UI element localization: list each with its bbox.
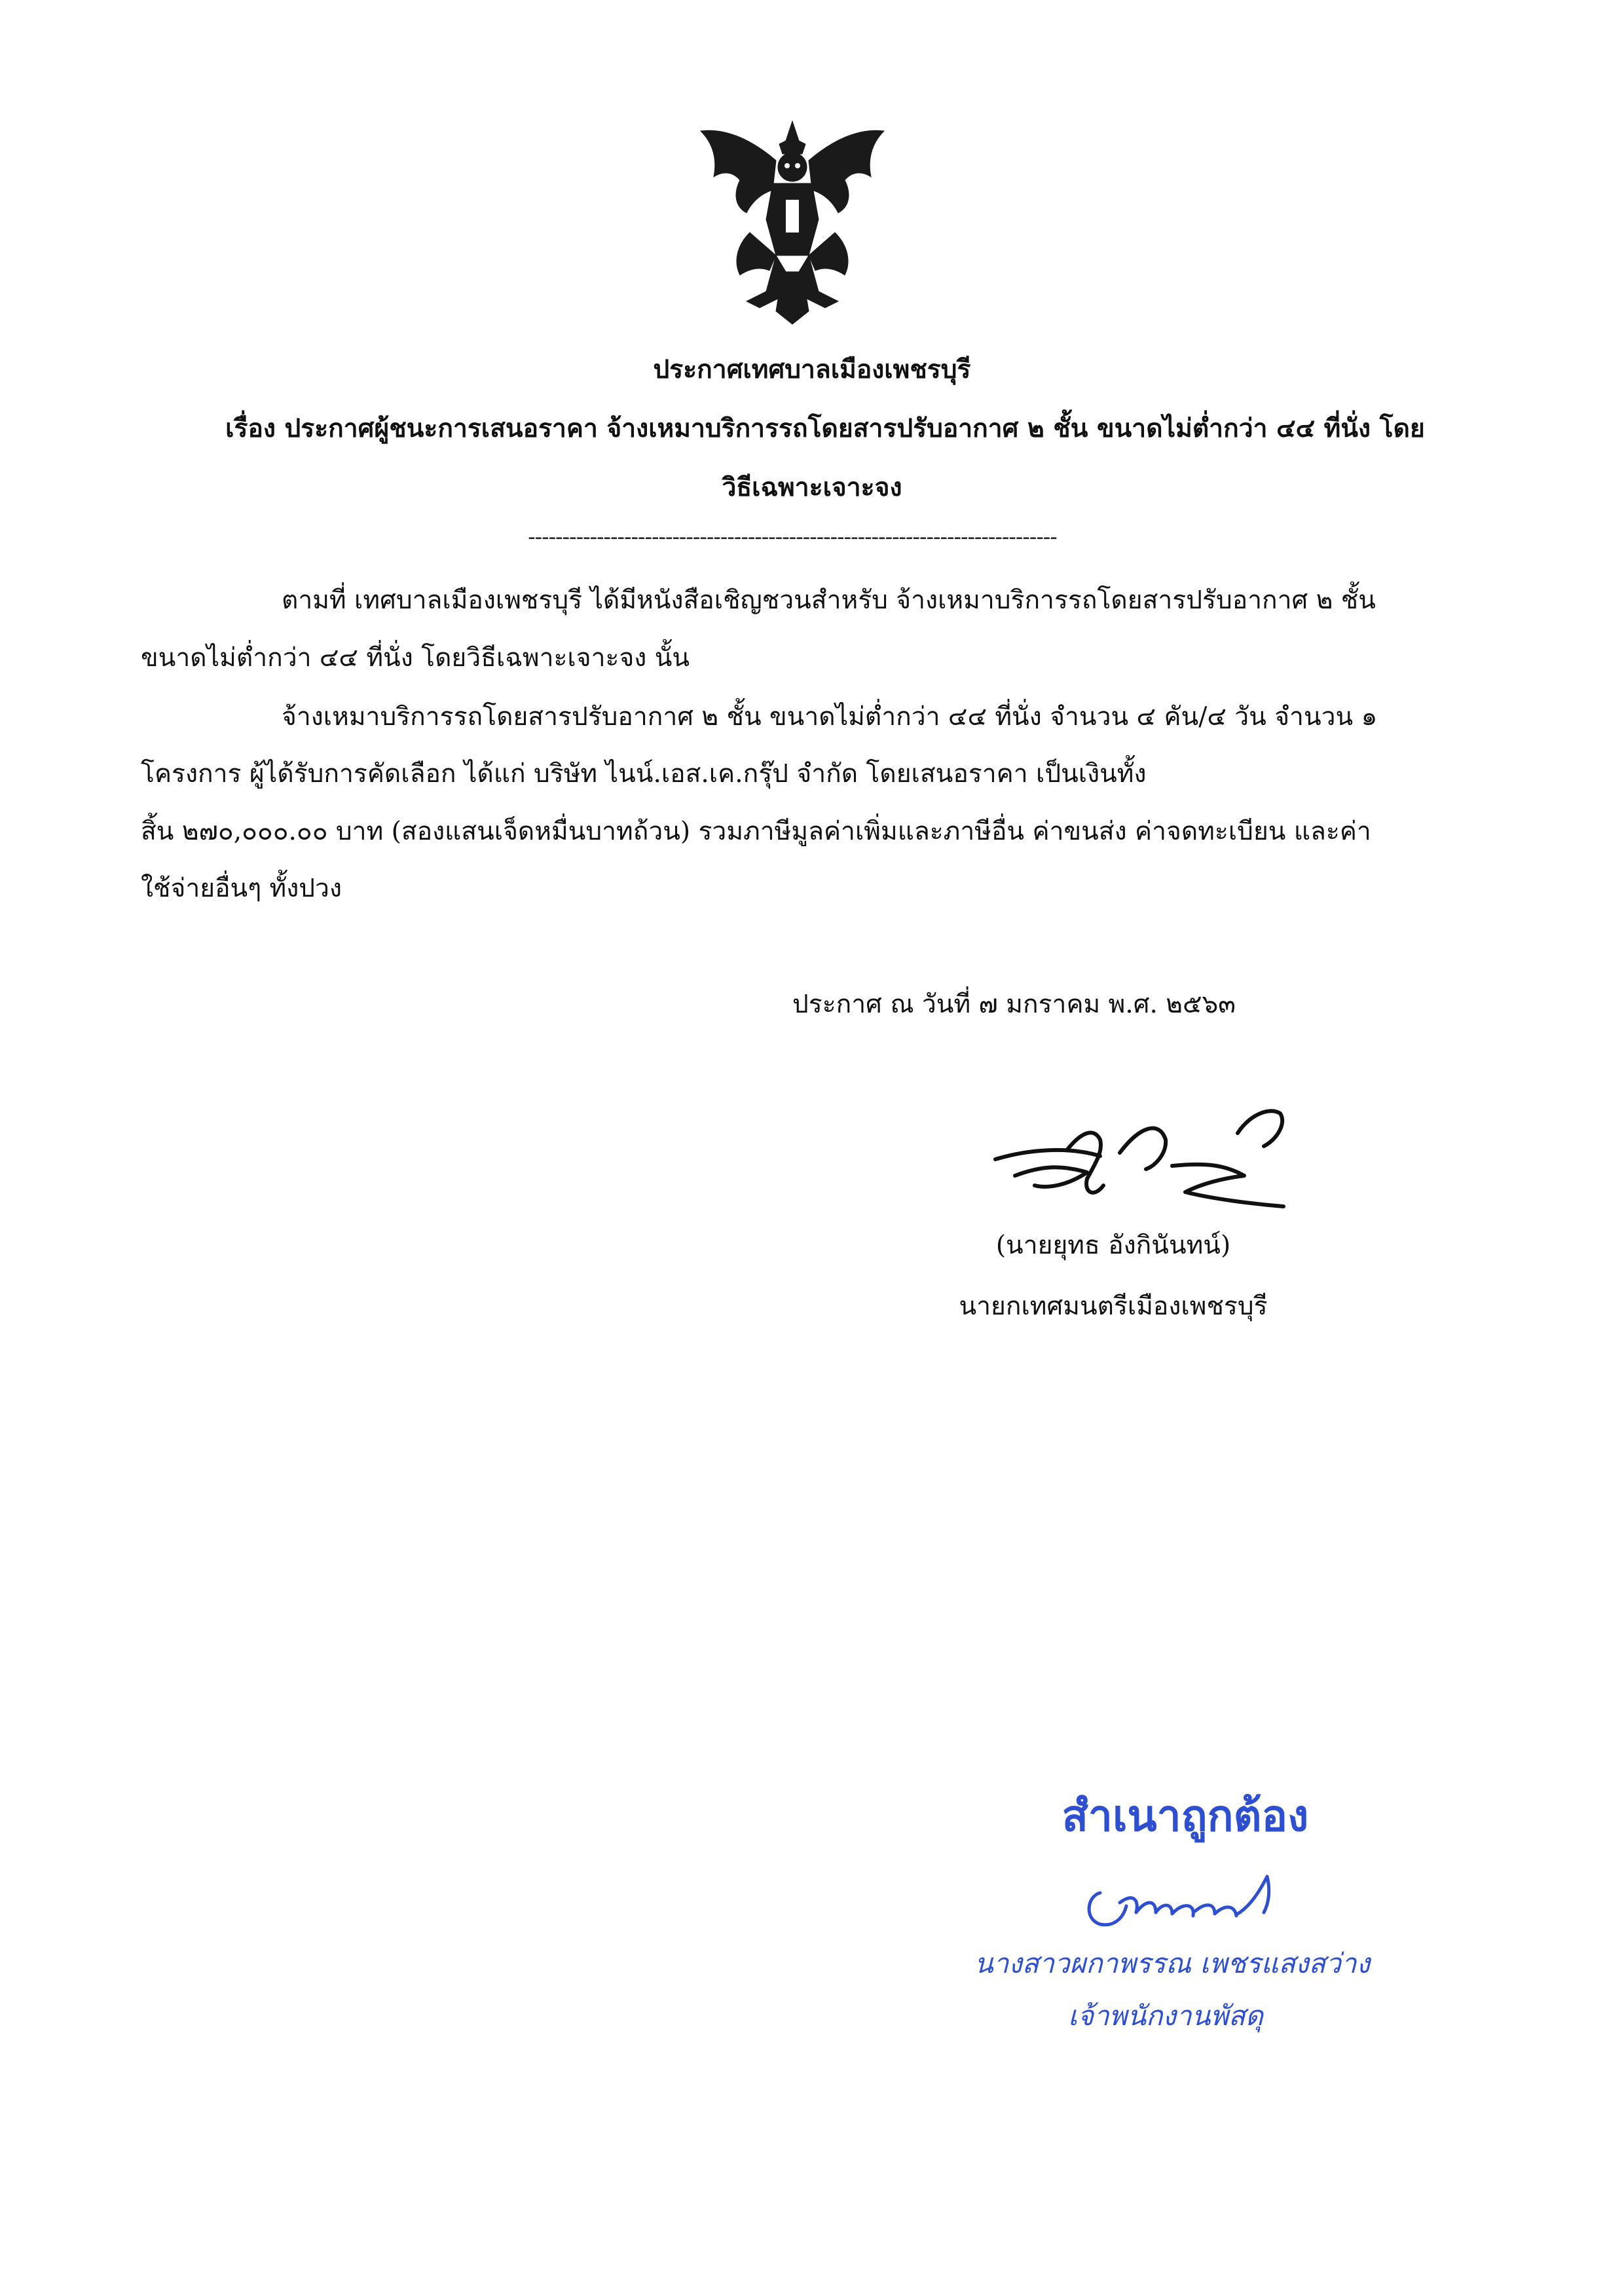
paragraph-2-line-3: สิ้น ๒๗๐,๐๐๐.๐๐ บาท (สองแสนเจ็ดหมื่นบาทถ้วน) รวมภาษีมูลค่าเพิ่มและภาษีอื่น ค่าขนส่ง ค่าจดทะเบียน และค่า: [141, 817, 1371, 846]
signatory-position: นายกเทศมนตรีเมืองเพชรบุรี: [959, 1292, 1268, 1321]
signatory-name: (นายยุทธ อังกินันทน์): [995, 1231, 1231, 1260]
subject-line-2: วิธีเฉพาะเจาะจง: [722, 472, 902, 502]
page-title: ประกาศเทศบาลเมืองเพชรบุรี: [653, 354, 971, 384]
certified-copy-stamp: สำเนาถูกต้อง: [1061, 1790, 1309, 1841]
subject-line-1: เรื่อง ประกาศผู้ชนะการเสนอราคา จ้างเหมาบริการรถโดยสารปรับอากาศ ๒ ชั้น ขนาดไม่ต่ำกว่า ๔๔ ที่นั่ง โดย: [225, 413, 1425, 443]
announcement-date: ประกาศ ณ วันที่ ๗ มกราคม พ.ศ. ๒๕๖๓: [792, 990, 1236, 1019]
officer-signature: [1074, 1867, 1297, 1939]
officer-name: นางสาวผกาพรรณ เพชรแสงสว่าง: [974, 1947, 1370, 1979]
paragraph-2-line-1: จ้างเหมาบริการรถโดยสารปรับอากาศ ๒ ชั้น ขนาดไม่ต่ำกว่า ๔๔ ที่นั่ง จำนวน ๔ คัน/๔ วัน จำนวน ๑: [282, 702, 1378, 732]
garuda-emblem: [688, 115, 897, 331]
mayor-signature: [989, 1087, 1297, 1218]
separator-line: -----------------------------------------------------------------------------: [528, 524, 1057, 550]
officer-position: เจ้าพนักงานพัสดุ: [1068, 2000, 1263, 2032]
paragraph-2-line-2: โครงการ ผู้ได้รับการคัดเลือก ได้แก่ บริษัท ไนน์.เอส.เค.กรุ๊ป จำกัด โดยเสนอราคา เป็นเงินทั้ง: [141, 759, 1147, 789]
paragraph-1-line-1: ตามที่ เทศบาลเมืองเพชรบุรี ได้มีหนังสือเชิญชวนสำหรับ จ้างเหมาบริการรถโดยสารปรับอากาศ ๒ ชั้น: [282, 586, 1376, 615]
paragraph-1-line-2: ขนาดไม่ต่ำกว่า ๔๔ ที่นั่ง โดยวิธีเฉพาะเจาะจง นั้น: [141, 643, 690, 673]
paragraph-2-line-4: ใช้จ่ายอื่นๆ ทั้งปวง: [141, 874, 342, 903]
